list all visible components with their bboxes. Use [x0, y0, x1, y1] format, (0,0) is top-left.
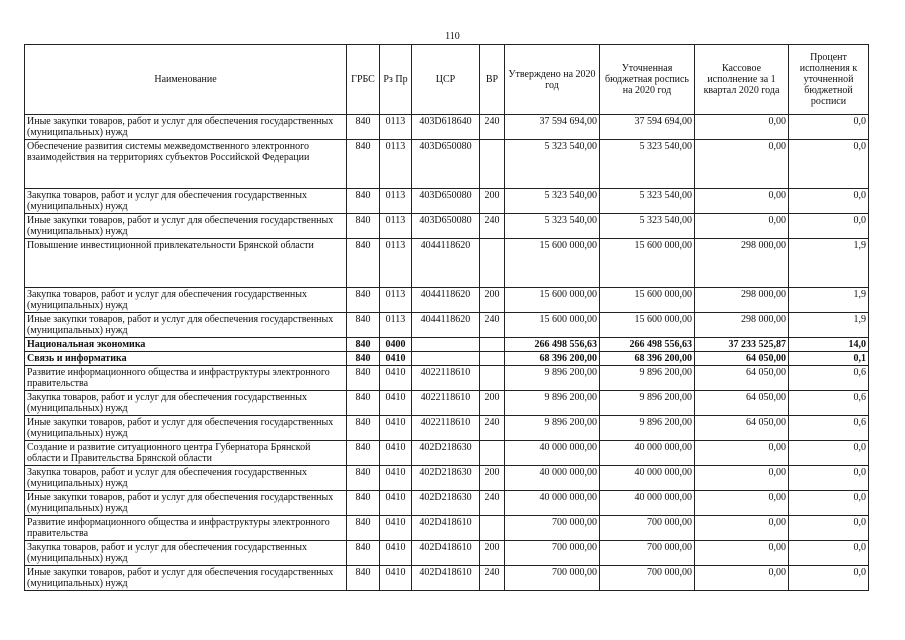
csr-cell	[412, 352, 480, 366]
grbs-cell: 840	[347, 541, 380, 566]
vr-cell: 200	[480, 288, 505, 313]
cash-cell: 64 050,00	[695, 416, 789, 441]
rzpr-cell: 0410	[380, 416, 412, 441]
csr-cell: 4044118620	[412, 313, 480, 338]
grbs-cell: 840	[347, 416, 380, 441]
table-row	[25, 441, 869, 466]
percent-cell: 0,0	[789, 466, 869, 491]
cash-cell: 64 050,00	[695, 366, 789, 391]
csr-cell: 4044118620	[412, 239, 480, 288]
refined-cell: 5 323 540,00	[600, 189, 695, 214]
rzpr-cell: 0410	[380, 541, 412, 566]
table-row	[25, 338, 869, 352]
vr-cell: 200	[480, 466, 505, 491]
grbs-cell: 840	[347, 338, 380, 352]
rzpr-cell: 0410	[380, 566, 412, 591]
table-row	[25, 391, 869, 416]
vr-cell: 200	[480, 541, 505, 566]
name-cell: Иные закупки товаров, работ и услуг для обеспечения государственных (муниципальных) нужд	[25, 566, 347, 591]
percent-cell: 1,9	[789, 288, 869, 313]
cash-cell: 298 000,00	[695, 313, 789, 338]
name-cell: Обеспечение развития системы межведомственного электронного взаимодействия на территориях субъектов Российской Федерации	[25, 140, 347, 189]
column-header-cash: Кассовое исполнение за 1 квартал 2020 года	[695, 45, 789, 115]
table-row	[25, 541, 869, 566]
cash-cell: 0,00	[695, 566, 789, 591]
vr-cell: 240	[480, 416, 505, 441]
name-cell: Иные закупки товаров, работ и услуг для обеспечения государственных (муниципальных) нужд	[25, 416, 347, 441]
refined-cell: 40 000 000,00	[600, 466, 695, 491]
cash-cell: 64 050,00	[695, 352, 789, 366]
csr-cell: 4022118610	[412, 366, 480, 391]
vr-cell	[480, 140, 505, 189]
approved-cell: 15 600 000,00	[505, 313, 600, 338]
rzpr-cell: 0113	[380, 214, 412, 239]
csr-cell: 402D418610	[412, 516, 480, 541]
name-cell: Иные закупки товаров, работ и услуг для обеспечения государственных (муниципальных) нужд	[25, 115, 347, 140]
refined-cell: 40 000 000,00	[600, 441, 695, 466]
table-row	[25, 491, 869, 516]
grbs-cell: 840	[347, 288, 380, 313]
name-cell: Закупка товаров, работ и услуг для обеспечения государственных (муниципальных) нужд	[25, 466, 347, 491]
percent-cell: 0,0	[789, 115, 869, 140]
refined-cell: 9 896 200,00	[600, 416, 695, 441]
rzpr-cell: 0113	[380, 313, 412, 338]
percent-cell: 14,0	[789, 338, 869, 352]
approved-cell: 15 600 000,00	[505, 288, 600, 313]
percent-cell: 0,6	[789, 366, 869, 391]
cash-cell: 0,00	[695, 441, 789, 466]
approved-cell: 700 000,00	[505, 566, 600, 591]
approved-cell: 5 323 540,00	[505, 214, 600, 239]
percent-cell: 0,0	[789, 516, 869, 541]
refined-cell: 700 000,00	[600, 516, 695, 541]
table-row	[25, 516, 869, 541]
column-header-approved: Утверждено на 2020 год	[505, 45, 600, 115]
grbs-cell: 840	[347, 140, 380, 189]
grbs-cell: 840	[347, 214, 380, 239]
vr-cell	[480, 441, 505, 466]
budget-table	[24, 44, 869, 591]
approved-cell: 40 000 000,00	[505, 491, 600, 516]
percent-cell: 1,9	[789, 313, 869, 338]
table-row	[25, 313, 869, 338]
percent-cell: 0,1	[789, 352, 869, 366]
cash-cell: 0,00	[695, 541, 789, 566]
refined-cell: 15 600 000,00	[600, 313, 695, 338]
refined-cell: 15 600 000,00	[600, 239, 695, 288]
approved-cell: 700 000,00	[505, 516, 600, 541]
cash-cell: 0,00	[695, 189, 789, 214]
approved-cell: 40 000 000,00	[505, 441, 600, 466]
rzpr-cell: 0410	[380, 491, 412, 516]
rzpr-cell: 0113	[380, 140, 412, 189]
vr-cell: 240	[480, 491, 505, 516]
name-cell: Иные закупки товаров, работ и услуг для обеспечения государственных (муниципальных) нужд	[25, 214, 347, 239]
percent-cell: 0,6	[789, 416, 869, 441]
cash-cell: 0,00	[695, 115, 789, 140]
grbs-cell: 840	[347, 115, 380, 140]
vr-cell	[480, 366, 505, 391]
vr-cell: 240	[480, 313, 505, 338]
table-row	[25, 352, 869, 366]
approved-cell: 15 600 000,00	[505, 239, 600, 288]
cash-cell: 298 000,00	[695, 239, 789, 288]
grbs-cell: 840	[347, 491, 380, 516]
percent-cell: 0,0	[789, 441, 869, 466]
table-row	[25, 366, 869, 391]
approved-cell: 40 000 000,00	[505, 466, 600, 491]
name-cell: Национальная экономика	[25, 338, 347, 352]
percent-cell: 0,0	[789, 140, 869, 189]
grbs-cell: 840	[347, 313, 380, 338]
percent-cell: 0,0	[789, 214, 869, 239]
refined-cell: 68 396 200,00	[600, 352, 695, 366]
vr-cell	[480, 239, 505, 288]
rzpr-cell: 0410	[380, 516, 412, 541]
csr-cell: 402D418610	[412, 541, 480, 566]
name-cell: Иные закупки товаров, работ и услуг для обеспечения государственных (муниципальных) нужд	[25, 313, 347, 338]
name-cell: Иные закупки товаров, работ и услуг для обеспечения государственных (муниципальных) нужд	[25, 491, 347, 516]
cash-cell: 0,00	[695, 491, 789, 516]
name-cell: Создание и развитие ситуационного центра Губернатора Брянской области и Правительства Брянской области	[25, 441, 347, 466]
rzpr-cell: 0410	[380, 441, 412, 466]
table-row	[25, 214, 869, 239]
rzpr-cell: 0113	[380, 115, 412, 140]
approved-cell: 37 594 694,00	[505, 115, 600, 140]
csr-cell: 4022118610	[412, 391, 480, 416]
cash-cell: 0,00	[695, 214, 789, 239]
cash-cell: 0,00	[695, 140, 789, 189]
vr-cell	[480, 338, 505, 352]
grbs-cell: 840	[347, 366, 380, 391]
refined-cell: 37 594 694,00	[600, 115, 695, 140]
table-body	[25, 115, 869, 591]
table-header-row	[25, 45, 869, 115]
percent-cell: 1,9	[789, 239, 869, 288]
name-cell: Связь и информатика	[25, 352, 347, 366]
name-cell: Развитие информационного общества и инфраструктуры электронного правительства	[25, 366, 347, 391]
rzpr-cell: 0410	[380, 391, 412, 416]
column-header-vr: ВР	[480, 45, 505, 115]
approved-cell: 700 000,00	[505, 541, 600, 566]
cash-cell: 64 050,00	[695, 391, 789, 416]
vr-cell: 240	[480, 115, 505, 140]
grbs-cell: 840	[347, 391, 380, 416]
refined-cell: 15 600 000,00	[600, 288, 695, 313]
grbs-cell: 840	[347, 239, 380, 288]
approved-cell: 68 396 200,00	[505, 352, 600, 366]
table-row	[25, 140, 869, 189]
rzpr-cell: 0410	[380, 466, 412, 491]
csr-cell: 4022118610	[412, 416, 480, 441]
csr-cell: 402D418610	[412, 566, 480, 591]
approved-cell: 5 323 540,00	[505, 189, 600, 214]
rzpr-cell: 0113	[380, 239, 412, 288]
csr-cell: 402D218630	[412, 466, 480, 491]
percent-cell: 0,0	[789, 541, 869, 566]
name-cell: Закупка товаров, работ и услуг для обеспечения государственных (муниципальных) нужд	[25, 391, 347, 416]
refined-cell: 40 000 000,00	[600, 491, 695, 516]
refined-cell: 700 000,00	[600, 541, 695, 566]
grbs-cell: 840	[347, 352, 380, 366]
table-row	[25, 466, 869, 491]
cash-cell: 0,00	[695, 466, 789, 491]
rzpr-cell: 0113	[380, 189, 412, 214]
csr-cell	[412, 338, 480, 352]
percent-cell: 0,0	[789, 566, 869, 591]
refined-cell: 5 323 540,00	[600, 214, 695, 239]
vr-cell: 240	[480, 566, 505, 591]
table-row	[25, 239, 869, 288]
table-row	[25, 288, 869, 313]
grbs-cell: 840	[347, 441, 380, 466]
csr-cell: 403D650080	[412, 140, 480, 189]
name-cell: Развитие информационного общества и инфраструктуры электронного правительства	[25, 516, 347, 541]
grbs-cell: 840	[347, 466, 380, 491]
table-row	[25, 115, 869, 140]
vr-cell	[480, 516, 505, 541]
table-row	[25, 566, 869, 591]
refined-cell: 5 323 540,00	[600, 140, 695, 189]
page-number: 110	[445, 31, 460, 42]
percent-cell: 0,0	[789, 491, 869, 516]
grbs-cell: 840	[347, 189, 380, 214]
refined-cell: 266 498 556,63	[600, 338, 695, 352]
name-cell: Повышение инвестиционной привлекательности Брянской области	[25, 239, 347, 288]
vr-cell	[480, 352, 505, 366]
refined-cell: 9 896 200,00	[600, 366, 695, 391]
column-header-grbs: ГРБС	[347, 45, 380, 115]
rzpr-cell: 0400	[380, 338, 412, 352]
column-header-percent: Процент исполнения к уточненной бюджетной росписи	[789, 45, 869, 115]
vr-cell: 240	[480, 214, 505, 239]
column-header-name: Наименование	[25, 45, 347, 115]
table-row	[25, 416, 869, 441]
rzpr-cell: 0410	[380, 366, 412, 391]
cash-cell: 298 000,00	[695, 288, 789, 313]
rzpr-cell: 0113	[380, 288, 412, 313]
table-row	[25, 189, 869, 214]
csr-cell: 4044118620	[412, 288, 480, 313]
percent-cell: 0,6	[789, 391, 869, 416]
csr-cell: 403D650080	[412, 189, 480, 214]
refined-cell: 700 000,00	[600, 566, 695, 591]
vr-cell: 200	[480, 189, 505, 214]
approved-cell: 9 896 200,00	[505, 416, 600, 441]
column-header-csr: ЦСР	[412, 45, 480, 115]
name-cell: Закупка товаров, работ и услуг для обеспечения государственных (муниципальных) нужд	[25, 189, 347, 214]
csr-cell: 403D618640	[412, 115, 480, 140]
approved-cell: 5 323 540,00	[505, 140, 600, 189]
approved-cell: 9 896 200,00	[505, 366, 600, 391]
vr-cell: 200	[480, 391, 505, 416]
csr-cell: 402D218630	[412, 441, 480, 466]
grbs-cell: 840	[347, 516, 380, 541]
approved-cell: 9 896 200,00	[505, 391, 600, 416]
column-header-rzpr: Рз Пр	[380, 45, 412, 115]
name-cell: Закупка товаров, работ и услуг для обеспечения государственных (муниципальных) нужд	[25, 288, 347, 313]
csr-cell: 402D218630	[412, 491, 480, 516]
approved-cell: 266 498 556,63	[505, 338, 600, 352]
name-cell: Закупка товаров, работ и услуг для обеспечения государственных (муниципальных) нужд	[25, 541, 347, 566]
cash-cell: 0,00	[695, 516, 789, 541]
csr-cell: 403D650080	[412, 214, 480, 239]
grbs-cell: 840	[347, 566, 380, 591]
cash-cell: 37 233 525,87	[695, 338, 789, 352]
rzpr-cell: 0410	[380, 352, 412, 366]
refined-cell: 9 896 200,00	[600, 391, 695, 416]
column-header-refined: Уточненная бюджетная роспись на 2020 год	[600, 45, 695, 115]
percent-cell: 0,0	[789, 189, 869, 214]
